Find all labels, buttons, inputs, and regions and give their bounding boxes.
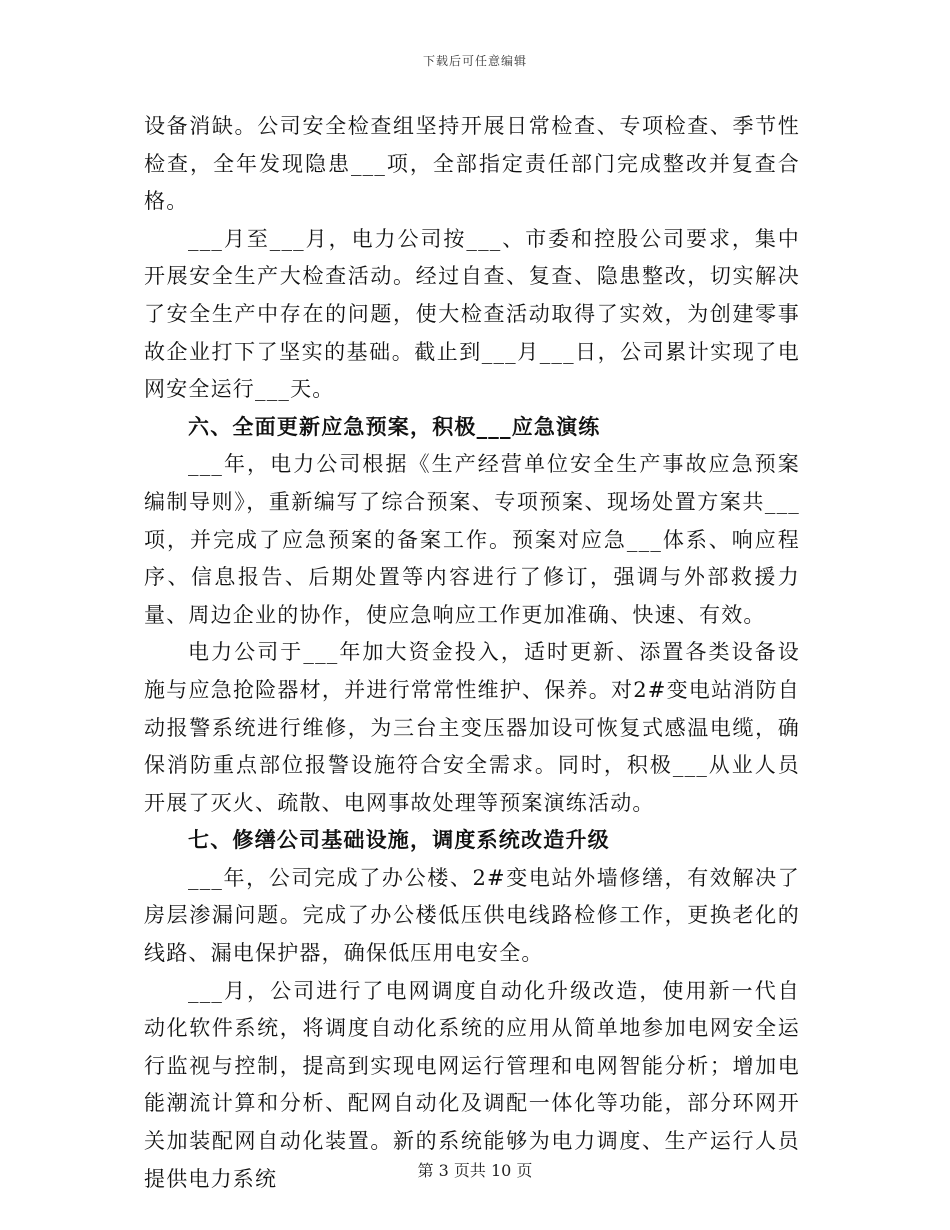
paragraph-5: ___年，公司完成了办公楼、2#变电站外墙修缮，有效解决了房层渗漏问题。完成了办公楼低压供电线路检修工作，更换老化的线路、漏电保护器，确保低压用电安全。	[144, 865, 800, 966]
paragraph-6: ___月，公司进行了电网调度自动化升级改造，使用新一代自动化软件系统，将调度自动化系统的应用从简单地参加电网安全运行监视与控制，提高到实现电网运行管理和电网智能分析；增加电能潮流计算和分析、配网自动化及调配一体化等功能，部分环网开关加装配网自动化装置。新的系统能够为电力调度、生产运行人员提供电力系统	[144, 978, 800, 1191]
section-heading-6: 六、全面更新应急预案，积极___应急演练	[188, 414, 601, 439]
paragraph-1: 设备消缺。公司安全检查组坚持开展日常检查、专项检查、季节性检查，全年发现隐患___项，全部指定责任部门完成整改并复查合格。	[144, 114, 800, 214]
section-heading-7: 七、修缮公司基础设施，调度系统改造升级	[188, 828, 610, 853]
paragraph-2: ___月至___月，电力公司按___、市委和控股公司要求，集中开展安全生产大检查活动。经过自查、复查、隐患整改，切实解决了安全生产中存在的问题，使大检查活动取得了实效，为创建零事故企业打下了坚实的基础。截止到___月___日，公司累计实现了电网安全运行___天。	[144, 226, 800, 402]
page-header: 下载后可任意编辑	[422, 54, 527, 68]
paragraph-4: 电力公司于___年加大资金投入，适时更新、添置各类设备设施与应急抢险器材，并进行常常性维护、保养。对2#变电站消防自动报警系统进行维修，为三台主变压器加设可恢复式感温电缆，确保消防重点部位报警设施符合安全需求。同时，积极___从业人员开展了灭火、疏散、电网事故处理等预案演练活动。	[144, 640, 800, 815]
page-footer: 第 3 页共 10 页	[417, 1161, 533, 1180]
paragraph-3: ___年，电力公司根据《生产经营单位安全生产事故应急预案编制导则》，重新编写了综合预案、专项预案、现场处置方案共___项，并完成了应急预案的备案工作。预案对应急___体系、响应程序、信息报告、后期处置等内容进行了修订，强调与外部救援力量、周边企业的协作，使应急响应工作更加准确、快速、有效。	[144, 452, 800, 627]
document-body	[144, 108, 800, 1198]
